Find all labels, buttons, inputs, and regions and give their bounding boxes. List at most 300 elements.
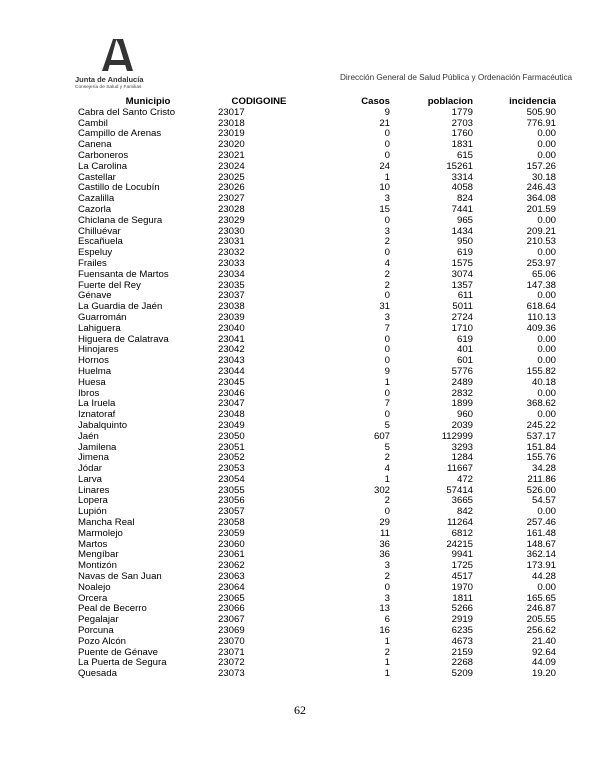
table-row	[78, 205, 556, 216]
codigoine-cell: 23047	[218, 399, 245, 410]
municipio-cell: Noalejo	[78, 582, 111, 593]
poblacion-cell: 5776	[451, 366, 473, 377]
table-row	[78, 270, 556, 281]
casos-cell: 10	[379, 183, 390, 194]
incidencia-cell: 0.00	[537, 410, 556, 421]
table-row	[78, 637, 556, 648]
municipio-cell: Castillo de Locubín	[78, 183, 160, 194]
municipio-cell: Guarromán	[78, 312, 127, 323]
poblacion-cell: 4673	[451, 636, 473, 647]
table-row	[78, 389, 556, 400]
codigoine-cell: 23034	[218, 269, 245, 280]
municipio-cell: Mengíbar	[78, 550, 119, 561]
incidencia-cell: 19.20	[531, 669, 556, 680]
codigoine-cell: 23051	[218, 442, 245, 453]
poblacion-cell: 1357	[451, 280, 473, 291]
incidencia-cell: 0.00	[537, 215, 556, 226]
incidencia-cell: 0.00	[537, 334, 556, 345]
codigoine-cell: 23019	[218, 129, 245, 140]
codigoine-cell: 23024	[218, 161, 245, 172]
table-row	[78, 129, 556, 140]
casos-cell: 9	[384, 107, 390, 118]
table-row	[78, 648, 556, 659]
poblacion-cell: 1779	[451, 107, 473, 118]
poblacion-cell: 2919	[451, 615, 473, 626]
table-row	[78, 529, 556, 540]
codigoine-cell: 23071	[218, 647, 245, 658]
casos-cell: 3	[384, 593, 390, 604]
casos-cell: 0	[384, 582, 390, 593]
municipio-cell: La Iruela	[78, 399, 116, 410]
poblacion-cell: 112999	[441, 431, 473, 442]
table-row	[78, 507, 556, 518]
header-casos: Casos	[361, 97, 390, 107]
codigoine-cell: 23043	[218, 356, 245, 367]
municipio-cell: Linares	[78, 485, 110, 496]
table-row	[78, 173, 556, 184]
incidencia-cell: 505.90	[526, 107, 556, 118]
casos-cell: 7	[384, 323, 390, 334]
municipio-cell: La Guardia de Jaén	[78, 302, 163, 313]
municipio-cell: Iznatoraf	[78, 410, 116, 421]
table-row	[78, 443, 556, 454]
casos-cell: 3	[384, 194, 390, 205]
table-row	[78, 378, 556, 389]
poblacion-cell: 1575	[451, 258, 473, 269]
municipio-cell: Hornos	[78, 356, 109, 367]
casos-cell: 3	[384, 312, 390, 323]
codigoine-cell: 23050	[218, 431, 245, 442]
poblacion-cell: 824	[456, 194, 473, 205]
municipio-cell: Jódar	[78, 464, 102, 475]
poblacion-cell: 24215	[446, 539, 473, 550]
codigoine-cell: 23048	[218, 410, 245, 421]
municipio-cell: Puente de Génave	[78, 647, 159, 658]
poblacion-cell: 842	[456, 507, 473, 518]
codigoine-cell: 23058	[218, 518, 245, 529]
casos-cell: 36	[379, 539, 390, 550]
codigoine-cell: 23029	[218, 215, 245, 226]
incidencia-cell: 34.28	[531, 464, 556, 475]
table-body	[78, 108, 556, 680]
codigoine-cell: 23018	[218, 118, 245, 129]
municipio-cell: Canena	[78, 140, 112, 151]
header-poblacion: poblacion	[427, 97, 473, 107]
incidencia-cell: 173.91	[526, 561, 556, 572]
municipio-cell: Ibros	[78, 388, 100, 399]
municipio-cell: Huelma	[78, 366, 112, 377]
incidence-table	[78, 97, 556, 680]
table-row	[78, 227, 556, 238]
incidencia-cell: 409.36	[526, 323, 556, 334]
casos-cell: 2	[384, 572, 390, 583]
casos-cell: 2	[384, 647, 390, 658]
municipio-cell: Martos	[78, 539, 108, 550]
casos-cell: 2	[384, 237, 390, 248]
casos-cell: 0	[384, 150, 390, 161]
municipio-cell: Escañuela	[78, 237, 123, 248]
poblacion-cell: 3074	[451, 269, 473, 280]
table-row	[78, 335, 556, 346]
municipio-cell: Jimena	[78, 453, 109, 464]
casos-cell: 16	[379, 626, 390, 637]
table-row	[78, 237, 556, 248]
incidencia-cell: 0.00	[537, 140, 556, 151]
poblacion-cell: 1831	[451, 140, 473, 151]
casos-cell: 0	[384, 410, 390, 421]
incidencia-cell: 110.13	[527, 312, 556, 323]
municipio-cell: Jabalquinto	[78, 420, 128, 431]
municipio-cell: Jamilena	[78, 442, 117, 453]
poblacion-cell: 1710	[451, 323, 473, 334]
codigoine-cell: 23033	[218, 258, 245, 269]
casos-cell: 3	[384, 561, 390, 572]
incidencia-cell: 0.00	[537, 507, 556, 518]
poblacion-cell: 3293	[451, 442, 473, 453]
casos-cell: 31	[379, 302, 390, 313]
casos-cell: 9	[384, 366, 390, 377]
incidencia-cell: 92.64	[531, 647, 556, 658]
incidencia-cell: 0.00	[537, 248, 556, 259]
table-row	[78, 216, 556, 227]
incidencia-cell: 0.00	[537, 356, 556, 367]
poblacion-cell: 9941	[451, 550, 473, 561]
casos-cell: 1	[384, 172, 390, 183]
casos-cell: 2	[384, 280, 390, 291]
poblacion-cell: 11667	[447, 464, 473, 475]
municipio-cell: Jaén	[78, 431, 99, 442]
casos-cell: 5	[384, 420, 390, 431]
poblacion-cell: 2268	[451, 658, 473, 669]
poblacion-cell: 401	[456, 345, 473, 356]
poblacion-cell: 1434	[451, 226, 473, 237]
poblacion-cell: 960	[456, 410, 473, 421]
codigoine-cell: 23035	[218, 280, 245, 291]
table-row	[78, 399, 556, 410]
municipio-cell: Lupión	[78, 507, 107, 518]
municipio-cell: La Carolina	[78, 161, 128, 172]
municipio-cell: Pozo Alcón	[78, 636, 127, 647]
codigoine-cell: 23039	[218, 312, 245, 323]
poblacion-cell: 619	[456, 334, 473, 345]
table-header-row	[78, 97, 556, 108]
codigoine-cell: 23069	[218, 626, 245, 637]
table-row	[78, 464, 556, 475]
incidencia-cell: 0.00	[537, 291, 556, 302]
incidencia-cell: 257.46	[526, 518, 556, 529]
codigoine-cell: 23040	[218, 323, 245, 334]
municipio-cell: Cambil	[78, 118, 108, 129]
incidencia-cell: 0.00	[537, 582, 556, 593]
casos-cell: 4	[384, 464, 390, 475]
incidencia-cell: 161.48	[526, 528, 556, 539]
codigoine-cell: 23066	[218, 604, 245, 615]
table-row	[78, 518, 556, 529]
codigoine-cell: 23044	[218, 366, 245, 377]
incidencia-cell: 44.28	[531, 572, 556, 583]
poblacion-cell: 2159	[451, 647, 473, 658]
casos-cell: 0	[384, 129, 390, 140]
table-row	[78, 550, 556, 561]
casos-cell: 1	[384, 474, 390, 485]
incidencia-cell: 776.91	[526, 118, 556, 129]
incidencia-cell: 364.08	[526, 194, 556, 205]
table-row	[78, 313, 556, 324]
incidencia-cell: 54.57	[531, 496, 556, 507]
incidencia-cell: 618.64	[526, 302, 556, 313]
poblacion-cell: 1899	[451, 399, 473, 410]
codigoine-cell: 23054	[218, 474, 245, 485]
incidencia-cell: 157.26	[526, 161, 556, 172]
codigoine-cell: 23053	[218, 464, 245, 475]
codigoine-cell: 23057	[218, 507, 245, 518]
municipio-cell: La Puerta de Segura	[78, 658, 167, 669]
incidencia-cell: 205.55	[526, 615, 556, 626]
table-row	[78, 324, 556, 335]
codigoine-cell: 23046	[218, 388, 245, 399]
incidencia-cell: 211.86	[527, 474, 556, 485]
poblacion-cell: 1760	[451, 129, 473, 140]
codigoine-cell: 23026	[218, 183, 245, 194]
poblacion-cell: 1811	[452, 593, 473, 604]
municipio-cell: Lahiguera	[78, 323, 121, 334]
poblacion-cell: 615	[456, 150, 473, 161]
poblacion-cell: 2703	[451, 118, 473, 129]
casos-cell: 0	[384, 291, 390, 302]
casos-cell: 3	[384, 226, 390, 237]
municipio-cell: Campillo de Arenas	[78, 129, 162, 140]
municipio-cell: Cazalilla	[78, 194, 115, 205]
poblacion-cell: 5266	[451, 604, 473, 615]
codigoine-cell: 23056	[218, 496, 245, 507]
table-row	[78, 496, 556, 507]
table-row	[78, 119, 556, 130]
table-row	[78, 140, 556, 151]
municipio-cell: Porcuna	[78, 626, 114, 637]
poblacion-cell: 4517	[451, 572, 473, 583]
poblacion-cell: 57414	[446, 485, 473, 496]
incidencia-cell: 245.22	[526, 420, 556, 431]
incidencia-cell: 165.65	[526, 593, 556, 604]
codigoine-cell: 23060	[218, 539, 245, 550]
casos-cell: 0	[384, 356, 390, 367]
table-row	[78, 281, 556, 292]
incidencia-cell: 148.67	[526, 539, 556, 550]
codigoine-cell: 23038	[218, 302, 245, 313]
table-row	[78, 594, 556, 605]
incidencia-cell: 155.82	[526, 366, 556, 377]
table-row	[78, 615, 556, 626]
poblacion-cell: 6235	[451, 626, 473, 637]
municipio-cell: Hinojares	[78, 345, 119, 356]
casos-cell: 4	[384, 258, 390, 269]
casos-cell: 36	[379, 550, 390, 561]
table-row	[78, 658, 556, 669]
poblacion-cell: 472	[456, 474, 473, 485]
codigoine-cell: 23070	[218, 636, 245, 647]
poblacion-cell: 950	[456, 237, 473, 248]
table-row	[78, 669, 556, 680]
junta-logo	[75, 38, 165, 90]
table-row	[78, 486, 556, 497]
poblacion-cell: 3665	[451, 496, 473, 507]
incidencia-cell: 253.97	[526, 258, 556, 269]
incidencia-cell: 210.53	[526, 237, 556, 248]
casos-cell: 24	[379, 161, 390, 172]
casos-cell: 2	[384, 453, 390, 464]
codigoine-cell: 23032	[218, 248, 245, 259]
incidencia-cell: 201.59	[526, 204, 556, 215]
casos-cell: 21	[379, 118, 390, 129]
codigoine-cell: 23041	[218, 334, 245, 345]
table-row	[78, 540, 556, 551]
incidencia-cell: 368.62	[526, 399, 556, 410]
poblacion-cell: 6812	[451, 528, 473, 539]
municipio-cell: Carboneros	[78, 150, 129, 161]
incidencia-cell: 0.00	[537, 150, 556, 161]
table-row	[78, 432, 556, 443]
codigoine-cell: 23049	[218, 420, 245, 431]
municipio-cell: Larva	[78, 474, 102, 485]
codigoine-cell: 23072	[218, 658, 245, 669]
poblacion-cell: 1970	[451, 582, 473, 593]
table-row	[78, 194, 556, 205]
casos-cell: 2	[384, 496, 390, 507]
table-row	[78, 259, 556, 270]
municipio-cell: Navas de San Juan	[78, 572, 162, 583]
codigoine-cell: 23042	[218, 345, 245, 356]
municipio-cell: Fuerte del Rey	[78, 280, 141, 291]
municipio-cell: Orcera	[78, 593, 108, 604]
incidencia-cell: 0.00	[537, 345, 556, 356]
incidencia-cell: 151.84	[526, 442, 556, 453]
table-row	[78, 410, 556, 421]
poblacion-cell: 1284	[451, 453, 473, 464]
incidencia-cell: 44.09	[531, 658, 556, 669]
codigoine-cell: 23052	[218, 453, 245, 464]
municipio-cell: Cabra del Santo Cristo	[78, 107, 176, 118]
poblacion-cell: 2832	[451, 388, 473, 399]
casos-cell: 7	[384, 399, 390, 410]
table-row	[78, 291, 556, 302]
casos-cell: 1	[384, 377, 390, 388]
poblacion-cell: 611	[457, 291, 473, 302]
codigoine-cell: 23065	[218, 593, 245, 604]
table-row	[78, 108, 556, 119]
table-row	[78, 345, 556, 356]
incidencia-cell: 0.00	[537, 129, 556, 140]
table-row	[78, 356, 556, 367]
incidencia-cell: 246.43	[526, 183, 556, 194]
incidencia-cell: 21.40	[531, 636, 556, 647]
incidencia-cell: 65.06	[531, 269, 556, 280]
municipio-cell: Higuera de Calatrava	[78, 334, 169, 345]
table-row	[78, 421, 556, 432]
municipio-cell: Marmolejo	[78, 528, 123, 539]
casos-cell: 0	[384, 334, 390, 345]
header-codigoine: CODIGOINE	[231, 97, 287, 107]
poblacion-cell: 11264	[447, 518, 473, 529]
incidencia-cell: 537.17	[526, 431, 556, 442]
municipio-cell: Fuensanta de Martos	[78, 269, 169, 280]
incidencia-cell: 40.18	[531, 377, 556, 388]
municipio-cell: Chiclana de Segura	[78, 215, 163, 226]
codigoine-cell: 23025	[218, 172, 245, 183]
table-row	[78, 583, 556, 594]
incidencia-cell: 362.14	[526, 550, 556, 561]
municipio-cell: Chilluévar	[78, 226, 121, 237]
casos-cell: 0	[384, 345, 390, 356]
table-row	[78, 561, 556, 572]
codigoine-cell: 23061	[218, 550, 245, 561]
incidencia-cell: 526.00	[526, 485, 556, 496]
codigoine-cell: 23030	[218, 226, 245, 237]
table-row	[78, 453, 556, 464]
incidencia-cell: 256.62	[526, 626, 556, 637]
casos-cell: 2	[384, 269, 390, 280]
codigoine-cell: 23067	[218, 615, 245, 626]
page-number: 62	[294, 703, 306, 717]
incidencia-cell: 0.00	[537, 388, 556, 399]
codigoine-cell: 23021	[218, 150, 245, 161]
casos-cell: 302	[373, 485, 390, 496]
poblacion-cell: 4058	[451, 183, 473, 194]
codigoine-cell: 23031	[218, 237, 245, 248]
department-title: Dirección General de Salud Pública y Ordenación Farmacéutica	[340, 73, 573, 82]
header-incidencia: incidencia	[509, 97, 556, 107]
table-row	[78, 572, 556, 583]
poblacion-cell: 5011	[452, 302, 473, 313]
municipio-cell: Lopera	[78, 496, 108, 507]
poblacion-cell: 619	[456, 248, 473, 259]
casos-cell: 0	[384, 507, 390, 518]
casos-cell: 1	[384, 669, 390, 680]
table-row	[78, 475, 556, 486]
header-municipio: Municipio	[125, 97, 171, 107]
table-row	[78, 151, 556, 162]
casos-cell: 0	[384, 215, 390, 226]
incidencia-cell: 209.21	[526, 226, 556, 237]
casos-cell: 1	[384, 658, 390, 669]
junta-logo-icon	[99, 38, 133, 72]
municipio-cell: Génave	[78, 291, 112, 302]
table-row	[78, 302, 556, 313]
poblacion-cell: 2489	[451, 377, 473, 388]
casos-cell: 0	[384, 140, 390, 151]
incidencia-cell: 155.76	[526, 453, 556, 464]
table-row	[78, 183, 556, 194]
table-row	[78, 626, 556, 637]
casos-cell: 0	[384, 248, 390, 259]
poblacion-cell: 601	[456, 356, 473, 367]
municipio-cell: Pegalajar	[78, 615, 119, 626]
poblacion-cell: 7441	[451, 204, 473, 215]
municipio-cell: Quesada	[78, 669, 117, 680]
casos-cell: 607	[373, 431, 390, 442]
codigoine-cell: 23059	[218, 528, 245, 539]
municipio-cell: Montizón	[78, 561, 117, 572]
casos-cell: 11	[380, 528, 390, 539]
poblacion-cell: 5209	[451, 669, 473, 680]
poblacion-cell: 3314	[451, 172, 473, 183]
municipio-cell: Frailes	[78, 258, 107, 269]
casos-cell: 0	[384, 388, 390, 399]
municipio-cell: Castellar	[78, 172, 116, 183]
casos-cell: 13	[379, 604, 390, 615]
codigoine-cell: 23017	[218, 107, 245, 118]
codigoine-cell: 23064	[218, 582, 245, 593]
municipio-cell: Espeluy	[78, 248, 113, 259]
